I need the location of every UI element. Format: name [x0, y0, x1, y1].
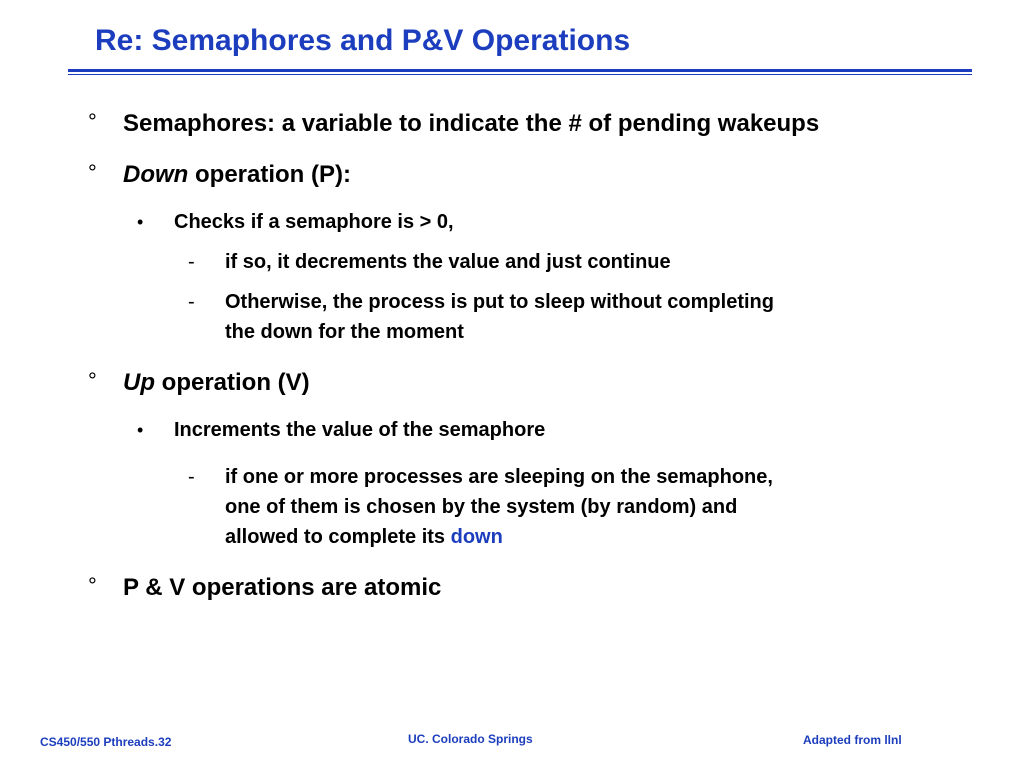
title-underline-thick	[68, 69, 972, 72]
bullet-increments	[137, 418, 546, 442]
bullet-text: Semaphores: a variable to indicate the # of pending wakeups	[123, 110, 820, 137]
footer-course-page: CS450/550 Pthreads.32	[40, 735, 172, 749]
bullet-atomic	[88, 573, 442, 602]
bullet-if-one-or-more	[188, 462, 773, 552]
bullet-text-line: the down for the moment	[225, 321, 464, 343]
dash-bullet-marker: -	[188, 291, 195, 313]
dash-bullet-marker: -	[188, 251, 195, 273]
bullet-text-line: Otherwise, the process is put to sleep without completing	[225, 291, 774, 313]
bullet-text: allowed to complete its	[225, 526, 451, 548]
degree-bullet-marker: °	[88, 109, 97, 134]
slide-title: Re: Semaphores and P&V Operations	[95, 24, 631, 57]
bullet-text: Increments the value of the semaphore	[174, 419, 546, 441]
bullet-text-line: one of them is chosen by the system (by random) and	[225, 496, 738, 518]
bullet-text: if so, it decrements the value and just continue	[225, 251, 671, 273]
bullet-text: P & V operations are atomic	[123, 574, 442, 601]
bullet-up-operation	[88, 368, 310, 397]
degree-bullet-marker: °	[88, 573, 97, 598]
bullet-semaphores	[88, 109, 820, 138]
dash-bullet-marker: -	[188, 466, 195, 488]
bullet-text-line: if one or more processes are sleeping on the semaphone,	[225, 466, 773, 488]
dot-bullet-marker: •	[137, 420, 144, 440]
title-underline-thin	[68, 74, 972, 75]
degree-bullet-marker: °	[88, 160, 97, 185]
bullet-if-so	[188, 247, 671, 277]
highlighted-down: down	[450, 526, 503, 548]
bullet-text-line	[225, 522, 773, 552]
bullet-text: operation (P):	[188, 161, 351, 188]
footer-institution: UC. Colorado Springs	[408, 732, 533, 746]
bullet-text: operation (V)	[155, 369, 310, 396]
bullet-emphasis: Up	[123, 369, 155, 396]
bullet-text: Checks if a semaphore is > 0,	[174, 211, 454, 233]
bullet-otherwise	[188, 287, 774, 347]
dot-bullet-marker: •	[137, 212, 144, 232]
bullet-down-operation	[88, 160, 351, 189]
bullet-checks	[137, 210, 454, 234]
degree-bullet-marker: °	[88, 368, 97, 393]
bullet-emphasis: Down	[123, 161, 189, 188]
footer-attribution: Adapted from llnl	[803, 733, 902, 747]
